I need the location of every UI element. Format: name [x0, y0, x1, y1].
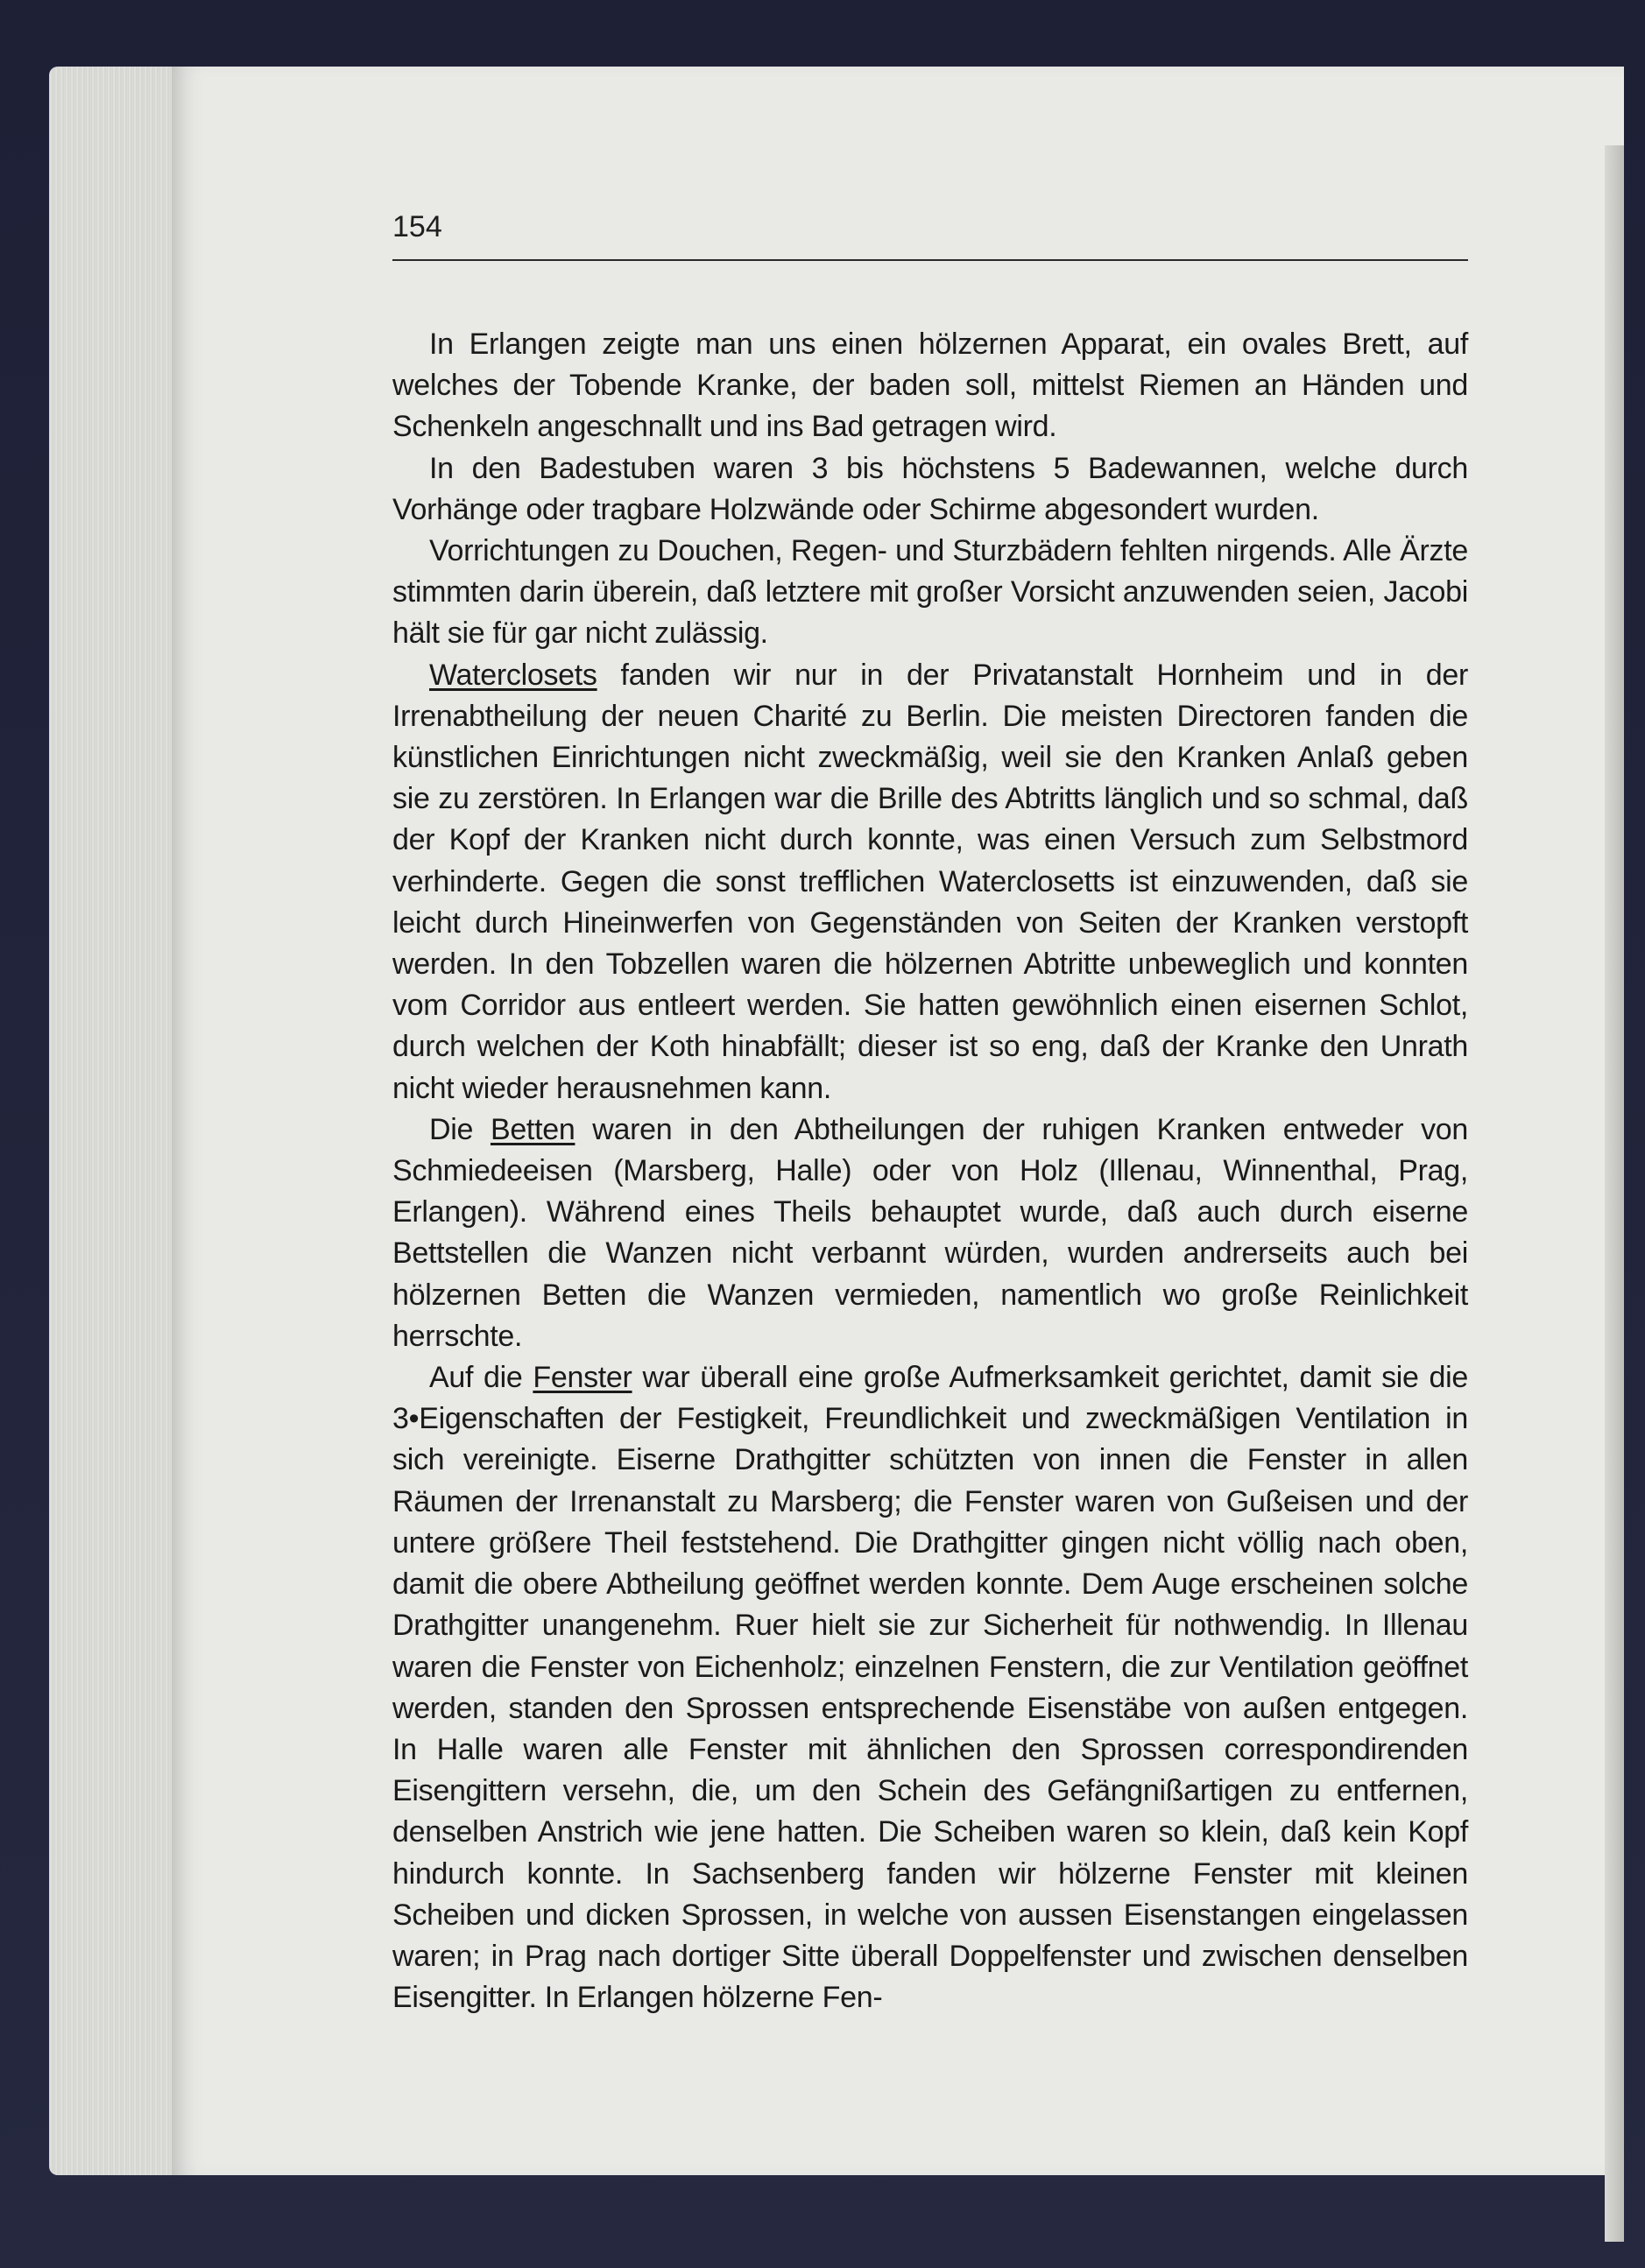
paragraph-douches: Vorrichtungen zu Douchen, Regen- und Sturzbädern fehlten nirgends. Alle Ärzte stimmten darin überein, daß letztere mit großer Vorsicht anzuwenden seien, Jacobi hält sie für gar nicht zulässig. — [392, 534, 1468, 651]
book-page-edges — [49, 67, 180, 2175]
keyword-fenster: Fenster — [533, 1361, 632, 1395]
page-header — [392, 210, 1468, 261]
keyword-betten: Betten — [490, 1112, 575, 1146]
keyword-waterclosets: Waterclosets — [429, 658, 597, 692]
paragraph-beds: Die Betten waren in den Abtheilungen der ruhigen Kranken entweder von Schmiedeeisen (Marsberg, Halle) oder von Holz (Illenau, Winnenthal, Prag, Erlangen). Während eines Theils behauptet wurde, daß auch durch eiserne Bettstellen die Wanzen nicht verbannt würden, wurden andrerseits auch bei hölzernen Betten die Wanzen vermieden, namentlich wo große Reinlichkeit herrschte. — [392, 1112, 1468, 1353]
paragraph-waterclosets: Waterclosets fanden wir nur in der Privatanstalt Hornheim und in der Irrenabtheilung der neuen Charité zu Berlin. Die meisten Directoren fanden die künstlichen Einrichtungen nicht zweckmäßig, weil sie den Kranken Anlaß geben sie zu zerstören. In Erlangen war die Brille des Abtritts länglich und so schmal, daß der Kopf der Kranken nicht durch konnte, was einen Versuch zum Selbstmord verhinderte. Gegen die sonst trefflichen Waterclosetts ist einzuwenden, daß sie leicht durch Hineinwerfen von Gegenständen von Seiten der Kranken verstopft werden. In den Tobzellen waren die hölzernen Abtritte unbeweglich und konnten vom Corridor aus entleert werden. Sie hatten gewöhnlich einen eisernen Schlot, durch welchen der Koth hinabfällt; dieser ist so eng, daß der Kranke den Unrath nicht wieder herausnehmen kann. — [392, 658, 1468, 1105]
body-text — [392, 324, 1468, 2018]
paragraph-bath-apparatus: In Erlangen zeigte man uns einen hölzernen Apparat, ein ovales Brett, auf welches der Tobende Kranke, der baden soll, mittelst Riemen an Händen und Schenkeln angeschnallt und ins Bad getragen wird. — [392, 328, 1468, 444]
page-number: 154 — [392, 210, 442, 243]
paragraph-bath-rooms: In den Badestuben waren 3 bis höchstens 5 Badewannen, welche durch Vorhänge oder tragbare Holzwände oder Schirme abgesondert wurden. — [392, 451, 1468, 526]
page-gutter — [1605, 145, 1624, 2242]
paragraph-windows: Auf die Fenster war überall eine große Aufmerksamkeit gerichtet, damit sie die 3•Eigenschaften der Festigkeit, Freundlichkeit und zweckmäßigen Ventilation in sich vereinigte. Eiserne Drathgitter schützten von innen die Fenster in allen Räumen der Irrenanstalt zu Marsberg; die Fenster waren von Gußeisen und der untere größere Theil feststehend. Die Drathgitter gingen nicht völlig nach oben, damit die obere Abtheilung geöffnet werden konnte. Dem Auge erscheinen solche Drathgitter unangenehm. Ruer hielt sie zur Sicherheit für nothwendig. In Illenau waren die Fenster von Eichenholz; einzelnen Fenstern, die zur Ventilation geöffnet werden, standen den Sprossen entsprechende Eisenstäbe von außen entgegen. In Halle waren alle Fenster mit ähnlichen den Sprossen correspondirenden Eisengittern versehn, die, um den Schein des Gefängnißartigen zu entfernen, denselben Anstrich wie jene hatten. Die Scheiben waren so klein, daß kein Kopf hindurch konnte. In Sachsenberg fanden wir hölzerne Fenster mit kleinen Scheiben und dicken Sprossen, in welche von aussen Eisenstangen eingelassen waren; in Prag nach dortiger Sitte überall Doppelfenster und zwischen denselben Eisengitter. In Erlangen hölzerne Fen- — [392, 1361, 1468, 2015]
